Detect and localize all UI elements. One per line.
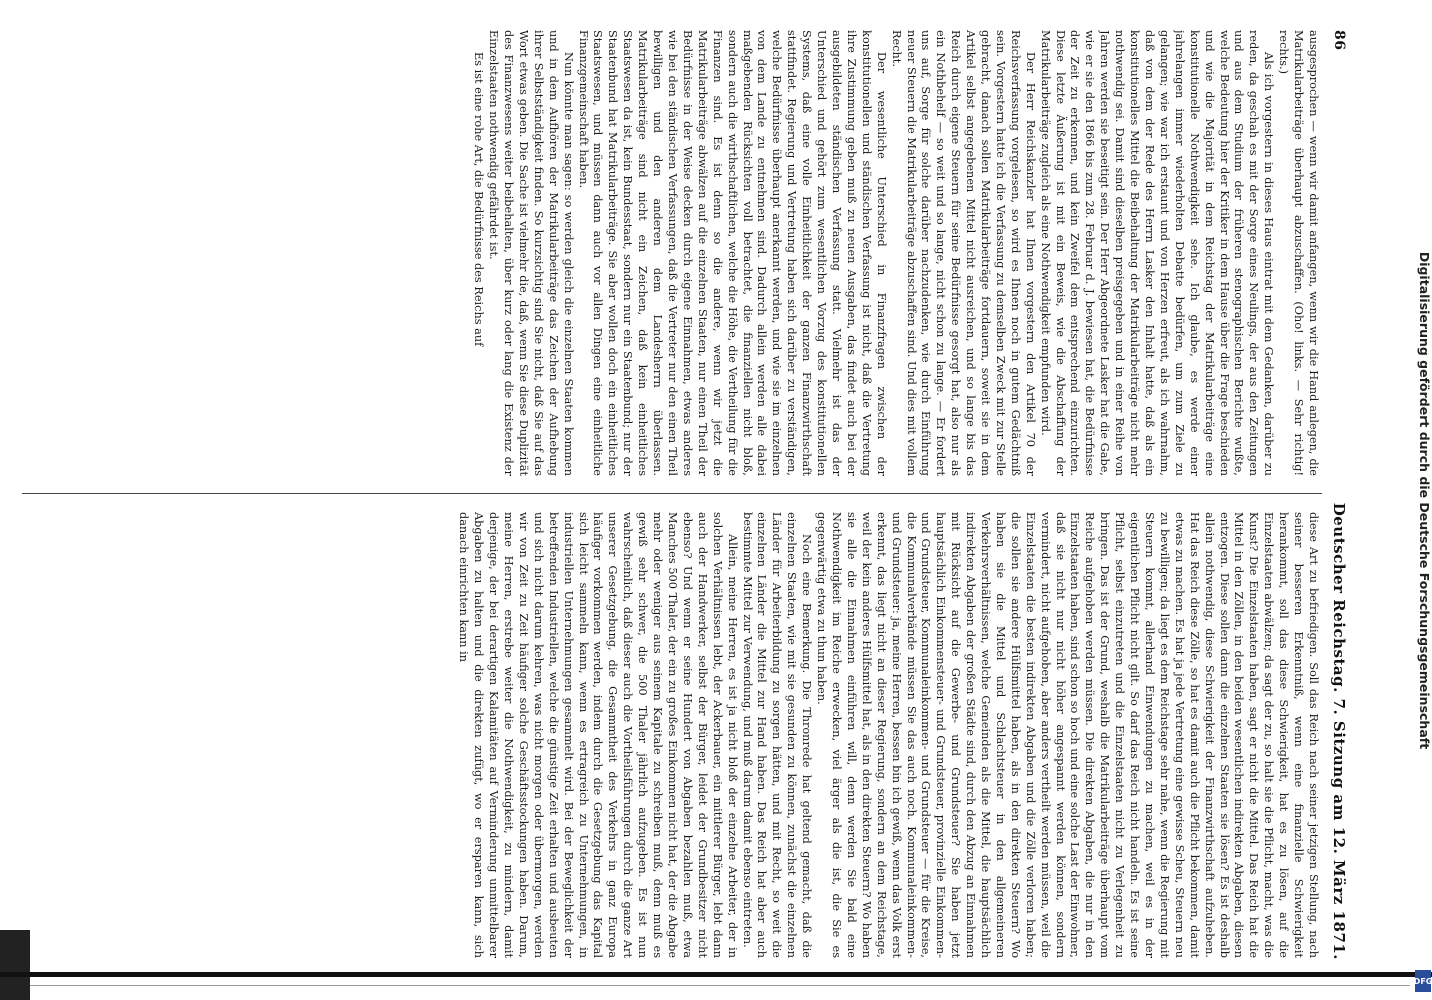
left-column: [20, 30, 1320, 476]
page-bottom-edge: [0, 972, 1432, 977]
paragraph: diese Art zu befriedigen. Soll das Reich nach seiner jetzigen Stellung, nach seiner besseren Erkenntniß, wenn eine finanzielle Schwierigkeit herankommt, soll das diese Schwierigkeit, hat es zu lösen, auf die Einzelstaaten abwälzen; da sagt der zu, so halt sie die Pflicht, macht, was die Kunst? Die Einzelstaaten haben, sagt er nicht die Mittel. Das Reich hat die Mittel in den Zöllen, in den beiden wesentlichen indirekten Abgaben, diesen entzogen. Diese sollen dann die einzelnen Staaten sie lösen? Es ist deshalb allein nothwendig, diese Schwierigkeit der Finanzwirthschaft aufzuheben. Hat das Reich diese Zölle, so hat es damit auch die Pflicht bekommen, damit etwas zu machen. Es hat ja jede Vertretung eine gewisse Scheu, Steuern neu zu bewilligen; da liegt es dem Reichstage sehr nahe, wenn die Regierung mit Steuern kommt, allerhand Einwendungen zu machen, weil es in der eigentlichen Pflicht nicht gilt. So darf das Reich nicht handeln. Es ist seine Pflicht, selbst einzutreten und die Einzelstaaten nicht zu Verlegenheit zu bringen. Das ist der Grund, weshalb die Matrikularbeiträge überhaupt vom Reiche aufgehoben werden müssen. Die direkten Abgaben, die nur in den Einzelstaaten haben, sind schon so hoch und eine solche Last der Einwohner, daß sie nicht nur nicht höher angespannt werden können, sondern vermindert, nicht aufgehoben, aber anders vertheilt werden müssen, weil die Einzelstaaten die besten indirekten Abgaben und die Zölle verloren haben; die sollen sie andere Hülfsmittel haben, als in den direkten Steuern? Wo haben sie die Mittel und Schlachtsteuer in den allgemeineren Verkehrsverhältnissen, welche Gemeinden als die Mittel, die hauptsächlich indirekten Abgaben der großen Städte sind, durch den Abzug an Einnahmen mit Rücksicht auf die Gewerbe- und Grundsteuer? Sie haben jetzt hauptsächlich Einkommensteuer- und Grundsteuer, provinzielle Einkommen- und Grundsteuer, Kommunaleinkommen- und Grundsteuer — für die Kreise, die Kommunalverbände müssen Sie das auch noch. Kommunaleinkommen- und Grundsteuer: ja, meine Herren, bessen bin ich gewiß, wenn das Volk erst erkennt, das liegt nicht an dieser Regierung, sondern an dem Reichstage, weil der kein anderes Hülfsmittel hat, als in den direkten Steuern? Wo haben sie alle die Einnahmen einführen will, denn werden Sie bald eine Nothwendigkeit im Reiche erwecken, viel ärger als die ist, die Sie es gegenwärtig etwa zu thun haben.: [815, 512, 1320, 958]
paragraph: Allein, meine Herren, es ist ja nicht bloß der einzelne Arbeiter, der in solchen Verhältnissen lebt, der Ackerbauer, ein mittlerer Bürger, lebt dann auch der Handwerker, selbst der Bürger, leidet der Grundbesitzer nicht ebenso? Und wenn er seine Hundert von Abgaben bezahlen muß, etwa Manches 500 Thaler, der ein zu großes Einkommen nicht hat, der die Abgabe mehr oder weniger aus seinem Kapitale zu schreiben muß, denn muß es gewiß sehr schwer, die 500 Thaler jährlich aufzugeben. Es ist nun wahrscheinlich, daß dieser auch die Vortheilsführungen durch die ganze Art unserer Gesetzgebung, die Gesammtheit des Verkehrs in ganz Europa häufiger vorkommen werden, indem durch die Gesetzgebung das Kapital sich leicht sammeln kann, wenn es ertragreich zu Unternehmungen, in industriellen Unternehmungen gesammelt wird. Bei der Beweglichkeit der betreffenden Industriellen, welche die günstige Zeit erhalten und ausbeuten und sich nicht darum kehren, was nicht morgen oder übermorgen, werden wir von Zeit zu Zeit häufiger solche Geschäftsstockungen haben. Darum, meine Herren, erstrebe weiter die Nothwendigkeit, zu mindern, damit derjenige, der bei derartigen Kalamitäten auf Verminderung unmittelbarer Abgaben zu halten und die direkten zufügt, wo er ersparen kann, sich danach einrichten kann in: [457, 512, 739, 958]
funding-note-text: Digitalisierung gefördert durch die Deutsche Forschungsgemeinschaft: [1417, 251, 1432, 749]
paragraph: Als ich vorgestern in dieses Haus eintrat mit dem Gedanken, darüber zu reden, da geschah es mit der Sorge eines Neulings, der aus den Zeitungen und aus dem Studium der früheren stenographischen Berichte wußte, welche Bedeutung hier der Kritiker in dem Hause über die Frage beschieden und wie die Majorität in dem Reichstag der Matrikularbeiträge eine konstitutionelle Nothwendigkeit sehe. Ich glaube, es werde einer jahrelangen immer wiederholten Debatte bedürfen, um zum Ziele zu gelangen; wie war ich erstaunt und von Herzen erfreut, als ich wahrnahm, daß von dem der Rede des Herrn Lasker den Inhalt hatte, daß als ein konstitutionelles Mittel die Beibehaltung der Matrikularbeiträge nicht mehr nothwendig sei. Damit sind dieselben preisgegeben und in einer Reihe von Jahren werden sie beseitigt sein. Der Herr Abgeordnete Lasker hat die Gabe, wie er sie den 1866 bis zum 28. Februar d. J. bewiesen hat, die Bedürfnisse der Zeit zu erkennen, und kein Zweifel dem entsprechend einzurichten. Diese letzte Äußerung ist mit ein Beweis, wie die Abschaffung der Matrikularbeiträge zugleich als eine Nothwendigkeit empfunden wird.: [1038, 30, 1276, 476]
funding-note: [1416, 0, 1432, 1000]
paragraph: Nun könnte man sagen: so werden gleich die einzelnen Staaten kommen und in dem Aufhören der Matrikularbeiträge das Zeichen der Aufhebung ihrer Selbstständigkeit finden. So kurzsichtig sind Sie nicht, daß Sie auf das Wort etwas geben. Die Sache ist vielmehr die, daß, wenn Sie diese Duplizität des Finanzwesens weiter beibehalten, über kurz oder lang die Existenz der Einzelstaaten nothwendig gefährdet ist.: [487, 30, 575, 476]
page-number: 86: [1331, 30, 1347, 51]
paragraph: Es ist eine rohe Art, die Bedürfnisse des Reichs auf: [472, 52, 486, 347]
right-column: [20, 512, 1320, 958]
paragraph: ausgesprochen — wenn wir damit anfangen, wenn wir die Hand anlegen, die Matrikularbeiträge überhaupt abzuschaffen. (Oho! links. — Sehr richtig! rechts.): [1277, 30, 1320, 476]
page-edge-line: [30, 985, 1410, 986]
page-title: Deutscher Reichstag. 7. Sitzung am 12. März 1871.: [1330, 502, 1348, 960]
paragraph: Noch eine Bemerkung. Die Thronrede hat geltend gemacht, daß die einzelnen Staaten, wie mit sie gesunden zu können, zunächst die einzelnen Länder für Arbeiterbildung zu sorgen hätten, und mit Recht, so weit die einzelnen Länder die Mittel zur Hand haben. Das Reich hat aber auch bestimmte Mittel zur Verwendung, und muß darum damit ebenso eintreten.: [740, 512, 814, 958]
dfg-logo-icon: DFG: [1415, 970, 1431, 992]
paragraph: Der wesentliche Unterschied in Finanzfragen zwischen der konstitutionellen und ständischen Verfassung ist nicht, daß die Vertretung ihre Zustimmung geben muß zu neuen Ausgaben, das findet auch bei der ausgebildeten ständischen Verfassung statt. Vielmehr ist das der Unterschied und gehört zum wesentlichen Vorzug des konstitutionellen Systems, daß eine volle Einheitlichkeit der ganzen Finanzwirthschaft stattfindet. Regierung und Vertretung haben sich darüber zu verständigen, welche Bedürfnisse überhaupt anerkannt werden, und wie sie im einzelnen von dem Lande zu entnehmen sind. Dadurch allein werden alle dabei maßgebenden Rücksichten voll betrachtet, die finanziellen nicht bloß, sondern auch die wirthschaftlichen, welche die Höhe, die Vertheilung für die Finanzen sind. Es ist denn so die andere, wenn wir jetzt die Matrikularbeiträge abwälzen auf die einzelnen Staaten, nur einen Theil der Bedürfnisse in der Weise decken durch eigene Einnahmen, etwas anderes wie bei den ständischen Verfassungen, daß die Vertreter nur den einen Theil bewilligen und den anderen dem Landesherrn überlassen. Matrikularbeiträge sind nicht ein Zeichen, daß kein einheitliches Staatswesen da ist, kein Bundesstaat, sondern nur ein Staatenbund; nur der Staatenbund hat Matrikularbeiträge. Sie aber wollen doch ein einheitliches Staatswesen, und müssen dann auch vor allen Dingen eine einheitliche Finanzgemeinschaft haben.: [576, 30, 888, 476]
paragraph: Der Herr Reichskanzler hat Ihnen vorgestern den Artikel 70 der Reichsverfassung vorgelesen, so wird es Ihnen noch in gutem Gedächtniß sein. Vorgestern hatte ich die Verfassung zu demselben Zweck mit zur Stelle gebracht, danach sollen Matrikularbeiträge fortdauern, soweit sie in dem Artikel selbst angegebenen Mittel nicht ausreichen, und so lange bis das Reich durch eigene Steuern für seine Bedürfnisse gesorgt hat, also nur als ein Nothbehelf — so weit und so lange, nicht schon zu lange. — Er fordert uns auf, Sorge für solche darüber nachzudenken, wie durch Einführung neuer Steuern die Matrikularbeiträge abzuschaffen sind. Und dies mit vollem Recht.: [889, 30, 1037, 476]
column-divider: [22, 493, 1322, 494]
page-header: [1326, 30, 1352, 960]
scan-edge-shadow: [0, 930, 30, 1000]
